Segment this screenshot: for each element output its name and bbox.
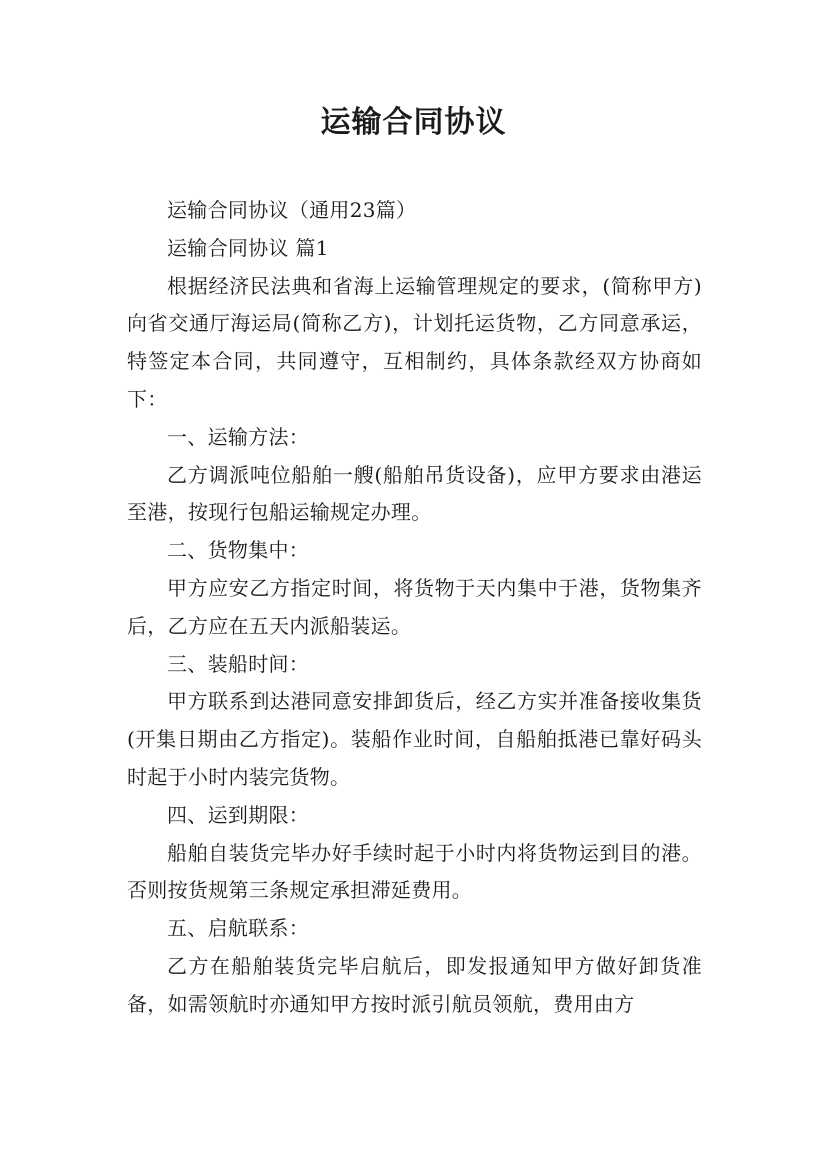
clause-heading-5: 五、启航联系： [167, 916, 310, 941]
clause-text-2: 甲方应安乙方指定时间，将货物于天内集中于港，货物集齐后，乙方应在五天内派船装运。 [127, 575, 702, 638]
paragraph-heading: 运输合同协议（通用23篇） [167, 198, 417, 222]
document-body [127, 192, 702, 1024]
clause-heading-1: 一、运输方法： [167, 424, 310, 449]
paragraph-section-label: 运输合同协议 篇1 [167, 235, 329, 260]
clause-text-1: 乙方调派吨位船舶一艘(船舶吊货设备)，应甲方要求由港运至港，按现行包船运输规定办理。 [127, 462, 702, 525]
clause-heading-2: 二、货物集中： [167, 538, 310, 563]
document-title: 运输合同协议 [320, 105, 507, 140]
clause-heading-4: 四、运到期限： [167, 802, 310, 827]
clause-text-4: 船舶自装货完毕办好手续时起于小时内将货物运到目的港。否则按货规第三条规定承担滞延费用。 [127, 840, 702, 903]
paragraph-intro: 根据经济民法典和省海上运输管理规定的要求，(简称甲方)向省交通厅海运局(简称乙方)，计划托运货物，乙方同意承运，特签定本合同，共同遵守，互相制约，具体条款经双方协商如下： [127, 273, 702, 411]
clause-heading-3: 三、装船时间： [167, 651, 310, 676]
clause-text-5: 乙方在船舶装货完毕启航后，即发报通知甲方做好卸货准备，如需领航时亦通知甲方按时派引航员领航，费用由方 [127, 953, 702, 1016]
clause-text-3: 甲方联系到达港同意安排卸货后，经乙方实并准备接收集货(开集日期由乙方指定)。装船作业时间，自船舶抵港已靠好码头时起于小时内装完货物。 [127, 689, 702, 789]
